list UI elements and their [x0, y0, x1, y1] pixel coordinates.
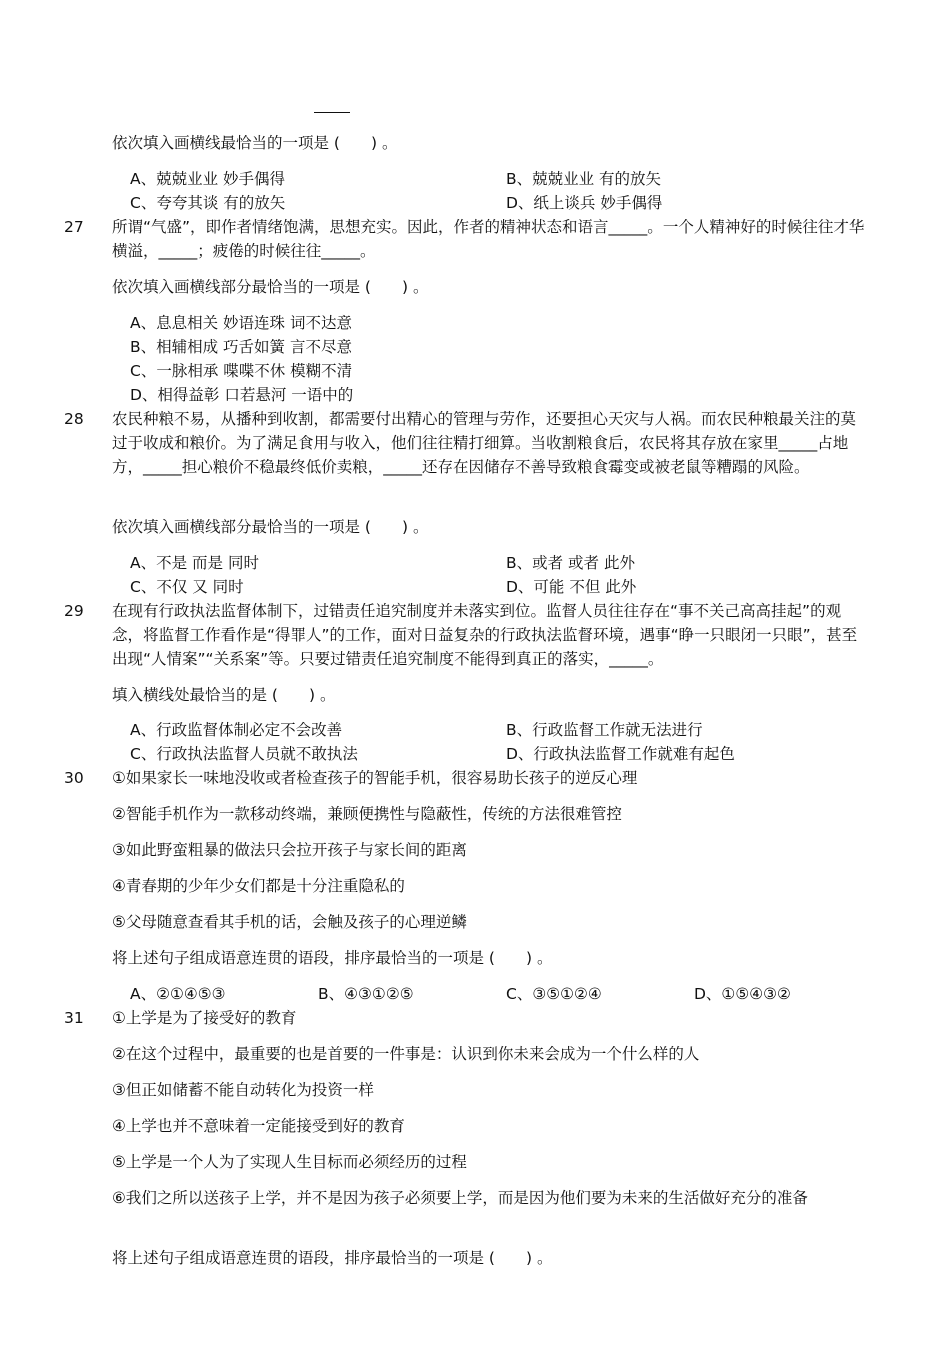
option-c: C、③⑤①②④	[506, 985, 602, 1003]
question-prompt: 依次填入画横线部分最恰当的一项是 ( ) 。	[112, 278, 429, 296]
option-d: D、行政执法监督工作就难有起色	[506, 745, 735, 763]
question-number: 30	[64, 769, 84, 787]
sentence-1: ①如果家长一味地没收或者检查孩子的智能手机，很容易助长孩子的逆反心理	[112, 769, 638, 787]
option-d: D、相得益彰 口若悬河 一语中的	[130, 386, 354, 404]
sentence-2: ②在这个过程中，最重要的也是首要的一件事是：认识到你未来会成为一个什么样的人	[112, 1045, 700, 1063]
answer-blank-line	[314, 112, 350, 113]
sentence-3: ③但正如储蓄不能自动转化为投资一样	[112, 1081, 374, 1099]
option-a: A、行政监督体制必定不会改善	[130, 721, 343, 739]
question-prompt: 将上述句子组成语意连贯的语段，排序最恰当的一项是 ( ) 。	[112, 1249, 553, 1267]
option-b: B、或者 或者 此外	[506, 554, 635, 572]
question-number: 31	[64, 1009, 84, 1027]
option-b: B、④③①②⑤	[318, 985, 414, 1003]
option-c: C、不仅 又 同时	[130, 578, 244, 596]
question-prompt: 依次填入画横线部分最恰当的一项是 ( ) 。	[112, 518, 429, 536]
option-b: B、兢兢业业 有的放矢	[506, 170, 662, 188]
question-prompt: 将上述句子组成语意连贯的语段，排序最恰当的一项是 ( ) 。	[112, 949, 553, 967]
sentence-3: ③如此野蛮粗暴的做法只会拉开孩子与家长间的距离	[112, 841, 467, 859]
question-stem: 在现有行政执法监督体制下，过错责任追究制度并未落实到位。监督人员往往存在“事不关己高高挂起”的观念，将监督工作看作是“得罪人”的工作，面对日益复杂的行政执法监督环境，遇事“睁一只眼闭一只眼”，甚至出现“人情案”“关系案”等。只要过错责任追究制度不能得到真正的落实，_____。	[112, 602, 858, 668]
sentence-5: ⑤上学是一个人为了实现人生目标而必须经历的过程	[112, 1153, 467, 1171]
option-d: D、纸上谈兵 妙手偶得	[506, 194, 663, 212]
question-prompt: 依次填入画横线最恰当的一项是 ( ) 。	[112, 134, 398, 152]
sentence-5: ⑤父母随意查看其手机的话，会触及孩子的心理逆鳞	[112, 913, 467, 931]
option-c: C、一脉相承 喋喋不休 模糊不清	[130, 362, 353, 380]
option-c: C、夸夸其谈 有的放矢	[130, 194, 286, 212]
sentence-6: ⑥我们之所以送孩子上学，并不是因为孩子必须要上学，而是因为他们要为未来的生活做好充分的准备	[112, 1189, 808, 1207]
sentence-1: ①上学是为了接受好的教育	[112, 1009, 297, 1027]
sentence-2: ②智能手机作为一款移动终端，兼顾便携性与隐蔽性，传统的方法很难管控	[112, 805, 622, 823]
question-number: 29	[64, 602, 84, 620]
question-number: 27	[64, 218, 84, 236]
option-d: D、可能 不但 此外	[506, 578, 637, 596]
option-b: B、相辅相成 巧舌如簧 言不尽意	[130, 338, 352, 356]
sentence-4: ④青春期的少年少女们都是十分注重隐私的	[112, 877, 405, 895]
option-c: C、行政执法监督人员就不敢执法	[130, 745, 358, 763]
option-a: A、不是 而是 同时	[130, 554, 259, 572]
option-a: A、②①④⑤③	[130, 985, 226, 1003]
question-stem: 农民种粮不易，从播种到收割，都需要付出精心的管理与劳作，还要担心天灾与人祸。而农民种粮最关注的莫过于收成和粮价。为了满足食用与收入，他们往往精打细算。当收割粮食后，农民将其存放在家里_____占地方，_____担心粮价不稳最终低价卖粮，_____还存在因储存不善导致粮食霉变或被老鼠等糟蹋的风险。	[112, 410, 857, 476]
question-prompt: 填入横线处最恰当的是 ( ) 。	[112, 686, 336, 704]
option-a: A、兢兢业业 妙手偶得	[130, 170, 286, 188]
question-stem: 所谓“气盛”，即作者情绪饱满，思想充实。因此，作者的精神状态和语言_____。一个人精神好的时候往往才华横溢，_____；疲倦的时候往往_____。	[112, 218, 865, 260]
option-a: A、息息相关 妙语连珠 词不达意	[130, 314, 352, 332]
option-b: B、行政监督工作就无法进行	[506, 721, 703, 739]
sentence-4: ④上学也并不意味着一定能接受到好的教育	[112, 1117, 405, 1135]
option-d: D、①⑤④③②	[694, 985, 791, 1003]
question-number: 28	[64, 410, 84, 428]
